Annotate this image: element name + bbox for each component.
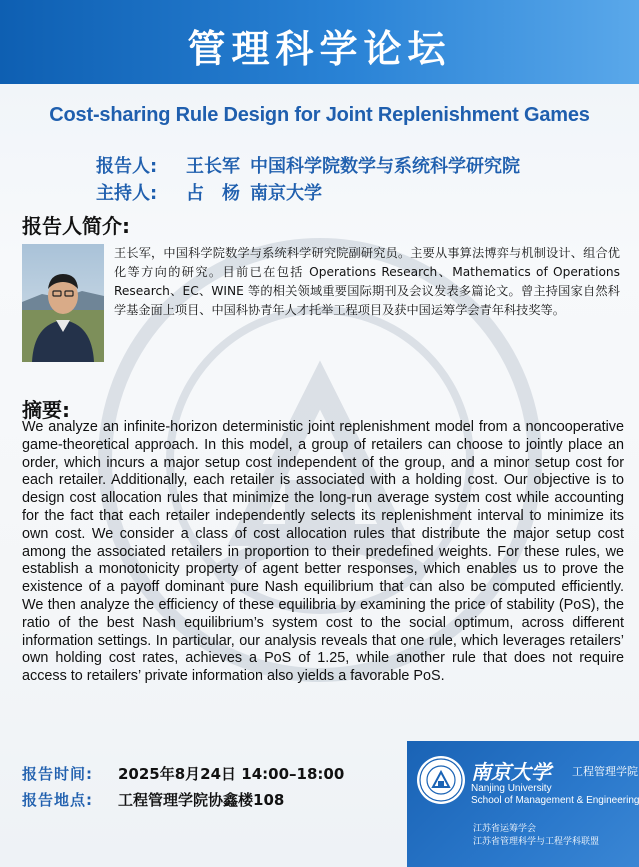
speaker-name: 王长军 [186, 156, 240, 177]
forum-title: 管理科学论坛 [187, 26, 452, 71]
organizer-2: 江苏省管理科学与工程学科联盟 [473, 837, 600, 847]
bio-heading: 报告人简介: [22, 214, 130, 238]
university-en-line: Nanjing University [471, 783, 552, 794]
organizer-1: 江苏省运筹学会 [473, 824, 537, 834]
university-name-en [471, 783, 639, 807]
host-affiliation: 南京大学 [250, 183, 322, 204]
speaker-photo [22, 244, 104, 362]
speaker-portrait-icon [22, 244, 104, 362]
university-name-cn: 南京大学 [471, 760, 551, 784]
place-value: 工程管理学院协鑫楼108 [118, 791, 285, 809]
place-label: 报告地点: [22, 791, 93, 809]
header-banner [0, 0, 639, 84]
abstract-heading: 摘要: [22, 398, 70, 422]
time-value: 2025年8月24日 14:00–18:00 [118, 765, 345, 783]
place-row [22, 789, 284, 810]
talk-title: Cost-sharing Rule Design for Joint Replenishment Games [49, 104, 590, 126]
time-row [22, 763, 344, 784]
abstract-text: We analyze an infinite-horizon deterministic joint replenishment model from a noncooperative game-theoretical approach. In this model, a group of retailers can choose to jointly place an order, which incurs a major setup cost independent of the group, and a minor setup cost for each retailer. Additionally, each retailer is associated with a holding cost. Our objective is to design cost allocation rules that minimize the long-run average system cost while accounting for the fact that each retailer independently selects its replenishment interval to minimize its own cost. We consider a class of cost allocation rules that distribute the major setup cost among the associated retailers in proportion to their predefined weights. For these rules, we establish a monotonicity property of agent better responses, which enables us to prove the existence of a payoff dominant pure Nash equilibrium that can also be computed efficiently. We then analyze the efficiency of these equilibria by examining the price of stability (PoS), the ratio of the best Nash equilibrium’s system cost to the social optimum, across different information settings. In particular, our analysis reveals that one rule, which leverages retailers’ own holding cost rates, achieves a PoS of 1.25, while another rule that does not require access to retailers’ private information also yields a favorable PoS. [22, 419, 624, 685]
host-name: 占 杨 [186, 183, 240, 204]
time-label: 报告时间: [22, 765, 93, 783]
bio-text: 王长军，中国科学院数学与系统科学研究院副研究员。主要从事算法博弈与机制设计、组合优化等方向的研究。目前已在包括 Operations Research、Mathematics of Operations Research、EC、WINE 等的相关领域重要国际期刊及会议发表多篇论文。曾主持国家自然科学基金面上项目、中国科协青年人才托举工程项目及获中国运筹学会青年科技奖等。 [114, 246, 620, 317]
host-line [96, 179, 322, 205]
organizer-panel [407, 741, 639, 867]
school-en-line: School of Management & Engineering [471, 795, 639, 806]
speaker-line [96, 152, 520, 178]
host-label: 主持人: [96, 183, 158, 204]
school-name-cn: 工程管理学院 [572, 765, 638, 778]
nju-seal-icon [415, 754, 467, 806]
speaker-label: 报告人: [96, 156, 158, 177]
speaker-affiliation: 中国科学院数学与系统科学研究院 [250, 156, 520, 177]
